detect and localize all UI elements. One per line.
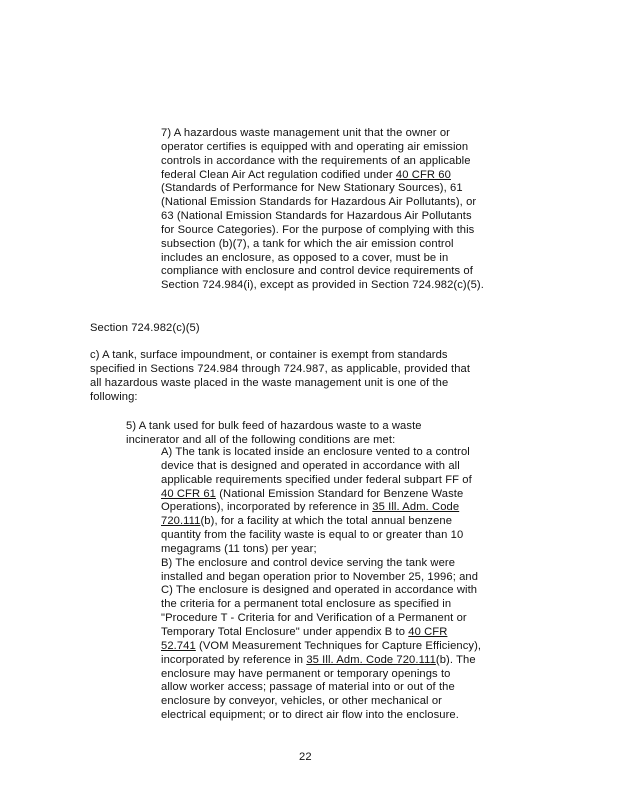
text-segment: electrical equipment; or to direct air flow into the enclosure. <box>161 709 459 722</box>
text-segment: installed and began operation prior to November 25, 1996; and <box>161 570 479 583</box>
text-line <box>161 474 481 488</box>
citation-link[interactable]: 720.111 <box>161 515 201 528</box>
text-segment: incorporated by reference in <box>161 653 307 666</box>
text-segment: (b). The <box>435 653 476 666</box>
text-line <box>161 141 484 155</box>
text-segment: incinerator and all of the following conditions are met: <box>126 433 396 446</box>
text-line <box>161 584 481 598</box>
text-segment: following: <box>90 390 138 403</box>
text-segment: C) The enclosure is designed and operated in accordance with <box>161 584 478 597</box>
text-segment: (National Emission Standards for Hazardous Air Pollutants), or <box>161 196 477 209</box>
citation-link[interactable]: 35 Ill. Adm. Code 720.111 <box>306 653 436 666</box>
text-segment: (VOM Measurement Techniques for Capture Efficiency), <box>195 639 482 652</box>
text-line <box>161 543 481 557</box>
text-line <box>90 377 470 391</box>
text-line <box>161 557 481 571</box>
citation-link[interactable]: 40 CFR 61 <box>161 487 216 500</box>
text-line <box>161 640 481 654</box>
text-segment: subsection (b)(7), a tank for which the air emission control <box>161 237 454 250</box>
text-line <box>161 210 484 224</box>
citation-link[interactable]: 52.741 <box>161 639 196 652</box>
text-segment: 7) A hazardous waste management unit that the owner or <box>161 127 450 139</box>
citation-link[interactable]: 40 CFR <box>408 625 448 638</box>
text-line <box>161 515 481 529</box>
text-line <box>161 155 484 169</box>
text-line <box>161 169 484 183</box>
conditions-list-a-b-c <box>161 446 481 723</box>
text-line <box>161 265 484 279</box>
text-segment: for Source Categories). For the purpose of complying with this <box>161 223 475 236</box>
text-line <box>161 571 481 585</box>
text-line <box>161 709 481 723</box>
text-segment: all hazardous waste placed in the waste management unit is one of the <box>90 376 449 389</box>
text-line <box>90 363 470 377</box>
text-segment: 5) A tank used for bulk feed of hazardous waste to a waste <box>126 420 422 432</box>
text-segment: controls in accordance with the requirements of an applicable <box>161 154 471 167</box>
text-segment: operator certifies is equipped with and operating air emission <box>161 140 469 153</box>
text-line <box>161 501 481 515</box>
text-segment: specified in Sections 724.984 through 724.987, as applicable, provided that <box>90 362 471 375</box>
paragraph-c-exemption <box>90 349 470 404</box>
text-segment: device that is designed and operated in accordance with all <box>161 459 460 472</box>
text-segment: the criteria for a permanent total enclosure as specified in <box>161 598 452 611</box>
text-line <box>161 529 481 543</box>
text-line <box>161 446 481 460</box>
text-segment: quantity from the facility waste is equal to or greater than 10 <box>161 529 464 542</box>
text-segment: enclosure may have permanent or temporary openings to <box>161 667 451 680</box>
text-segment: allow worker access; passage of material into or out of the <box>161 681 455 694</box>
text-segment: c) A tank, surface impoundment, or container is exempt from standards <box>90 349 448 361</box>
text-line <box>161 654 481 668</box>
text-line <box>161 127 484 141</box>
text-line <box>161 460 481 474</box>
text-line <box>90 349 470 363</box>
text-segment: megagrams (11 tons) per year; <box>161 542 317 555</box>
text-segment: "Procedure T - Criteria for and Verification of a Permanent or <box>161 612 467 625</box>
paragraph-7-exemption <box>161 127 484 293</box>
section-heading: Section 724.982(c)(5) <box>90 322 200 334</box>
citation-link[interactable]: 40 CFR 60 <box>395 168 451 181</box>
page-number: 22 <box>299 751 312 763</box>
text-line <box>126 420 422 434</box>
text-segment: A) The tank is located inside an enclosure vented to a control <box>161 446 470 458</box>
text-line <box>161 612 481 626</box>
text-line <box>161 668 481 682</box>
text-line <box>161 252 484 266</box>
text-line <box>161 626 481 640</box>
text-line <box>161 182 484 196</box>
text-segment: Operations), incorporated by reference in <box>161 501 373 514</box>
text-segment: enclosure by conveyor, vehicles, or other mechanical or <box>161 695 442 708</box>
text-line <box>161 238 484 252</box>
text-segment: Temporary Total Enclosure" under appendix B to <box>161 625 409 638</box>
text-line <box>161 681 481 695</box>
text-line <box>161 196 484 210</box>
text-segment: applicable requirements specified under federal subpart FF of <box>161 473 472 486</box>
text-line <box>161 695 481 709</box>
text-line <box>161 488 481 502</box>
text-segment: B) The enclosure and control device serving the tank were <box>161 556 456 569</box>
text-line <box>90 391 470 405</box>
text-line <box>161 279 484 293</box>
text-line <box>161 224 484 238</box>
text-segment: (b), for a facility at which the total annual benzene <box>200 515 453 528</box>
text-segment: includes an enclosure, as opposed to a cover, must be in <box>161 251 449 264</box>
text-segment: 63 (National Emission Standards for Hazardous Air Pollutants <box>161 210 472 223</box>
text-segment: Section 724.984(i), except as provided in Section 724.982(c)(5). <box>161 279 484 292</box>
text-segment: (Standards of Performance for New Stationary Sources), 61 <box>161 182 463 195</box>
text-segment: compliance with enclosure and control device requirements of <box>161 265 473 278</box>
text-segment: federal Clean Air Act regulation codified under <box>161 168 396 181</box>
paragraph-5-bulk-feed-tank <box>126 420 422 448</box>
citation-link[interactable]: 35 Ill. Adm. Code <box>372 501 460 514</box>
text-line <box>161 598 481 612</box>
text-segment: (National Emission Standard for Benzene Waste <box>216 487 464 500</box>
